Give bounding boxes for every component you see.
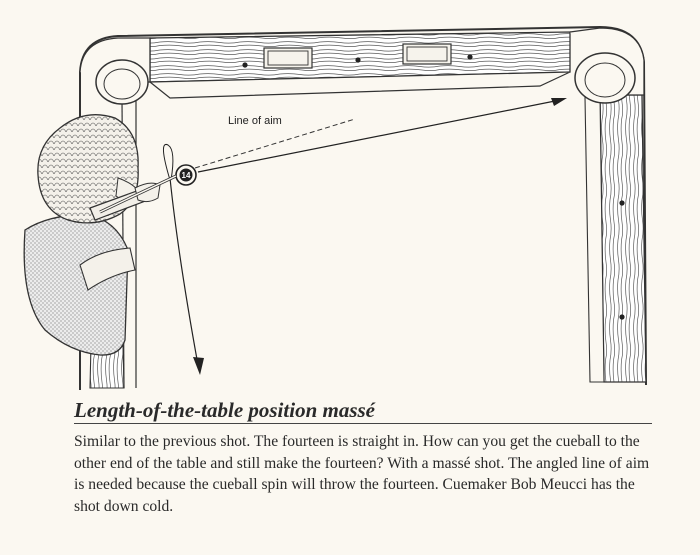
cueball-path-arrowhead [193,357,204,375]
object-ball-14 [176,165,196,185]
line-of-aim-label: Line of aim [228,115,282,127]
caption-title: Length-of-the-table position massé [74,398,375,422]
caption-divider [74,423,652,424]
object-ball-path [198,100,560,172]
object-ball-number: 14 [181,171,191,180]
caption-body: Similar to the previous shot. The fourteen is straight in. How can you get the cueball to the other end of the table and still make the fourteen? With a massé shot. The angled line of aim is needed because the cueball spin will throw the fourteen. Cuemaker Bob Meucci has the shot down cold. [74,433,650,515]
table-frame [80,27,646,390]
corner-pocket-left [96,60,148,104]
player-figure [24,115,176,355]
cueball-curve [163,144,172,180]
corner-pocket-right [575,53,635,103]
cueball-path [170,178,198,365]
object-ball-path-arrowhead [551,98,567,106]
